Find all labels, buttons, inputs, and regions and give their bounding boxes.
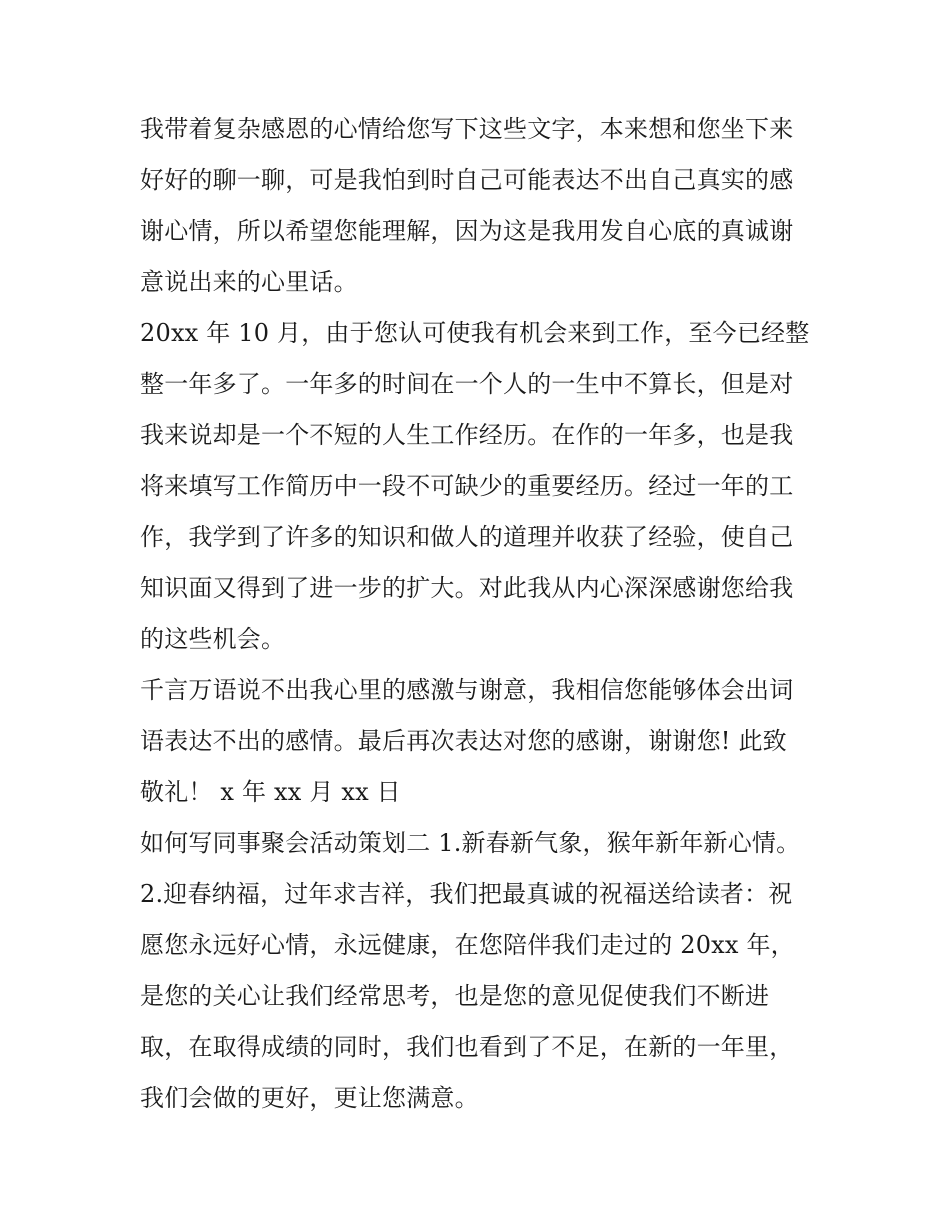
- text-line: 如何写同事聚会活动策划二 1.新春新气象，猴年新年新心情。: [140, 829, 801, 857]
- text-line: 2.迎春纳福，过年求吉祥，我们把最真诚的祝福送给读者：祝: [140, 880, 793, 908]
- text-line: 谢心情，所以希望您能理解，因为这是我用发自心底的真诚谢: [140, 217, 794, 245]
- text-line: 作，我学到了许多的知识和做人的道理并收获了经验，使自己: [140, 523, 794, 551]
- text-line: 意说出来的心里话。: [140, 268, 358, 296]
- text-line: 是您的关心让我们经常思考，也是您的意见促使我们不断进: [140, 982, 770, 1010]
- text-line: 的这些机会。: [140, 625, 286, 653]
- text-line: 20xx 年 10 月，由于您认可使我有机会来到工作，至今已经整: [140, 319, 810, 347]
- text-line: 整一年多了。一年多的时间在一个人的一生中不算长，但是对: [140, 370, 794, 398]
- text-line: 知识面又得到了进一步的扩大。对此我从内心深深感谢您给我: [140, 574, 794, 602]
- text-line: 我来说却是一个不短的人生工作经历。在作的一年多，也是我: [140, 421, 794, 449]
- text-line: 敬礼！ x 年 xx 月 xx 日: [140, 778, 401, 806]
- text-line: 千言万语说不出我心里的感激与谢意，我相信您能够体会出词: [140, 676, 794, 704]
- text-line: 我带着复杂感恩的心情给您写下这些文字，本来想和您坐下来: [140, 115, 794, 143]
- document-body: [140, 104, 820, 1124]
- text-line: 我们会做的更好，更让您满意。: [140, 1084, 479, 1112]
- text-line: 将来填写工作简历中一段不可缺少的重要经历。经过一年的工: [140, 472, 794, 500]
- text-line: 语表达不出的感情。最后再次表达对您的感谢，谢谢您! 此致: [140, 727, 787, 755]
- text-line: 取，在取得成绩的同时，我们也看到了不足，在新的一年里，: [140, 1033, 794, 1061]
- text-line: 愿您永远好心情，永远健康，在您陪伴我们走过的 20xx 年，: [140, 931, 795, 959]
- text-line: 好好的聊一聊，可是我怕到时自己可能表达不出自己真实的感: [140, 166, 794, 194]
